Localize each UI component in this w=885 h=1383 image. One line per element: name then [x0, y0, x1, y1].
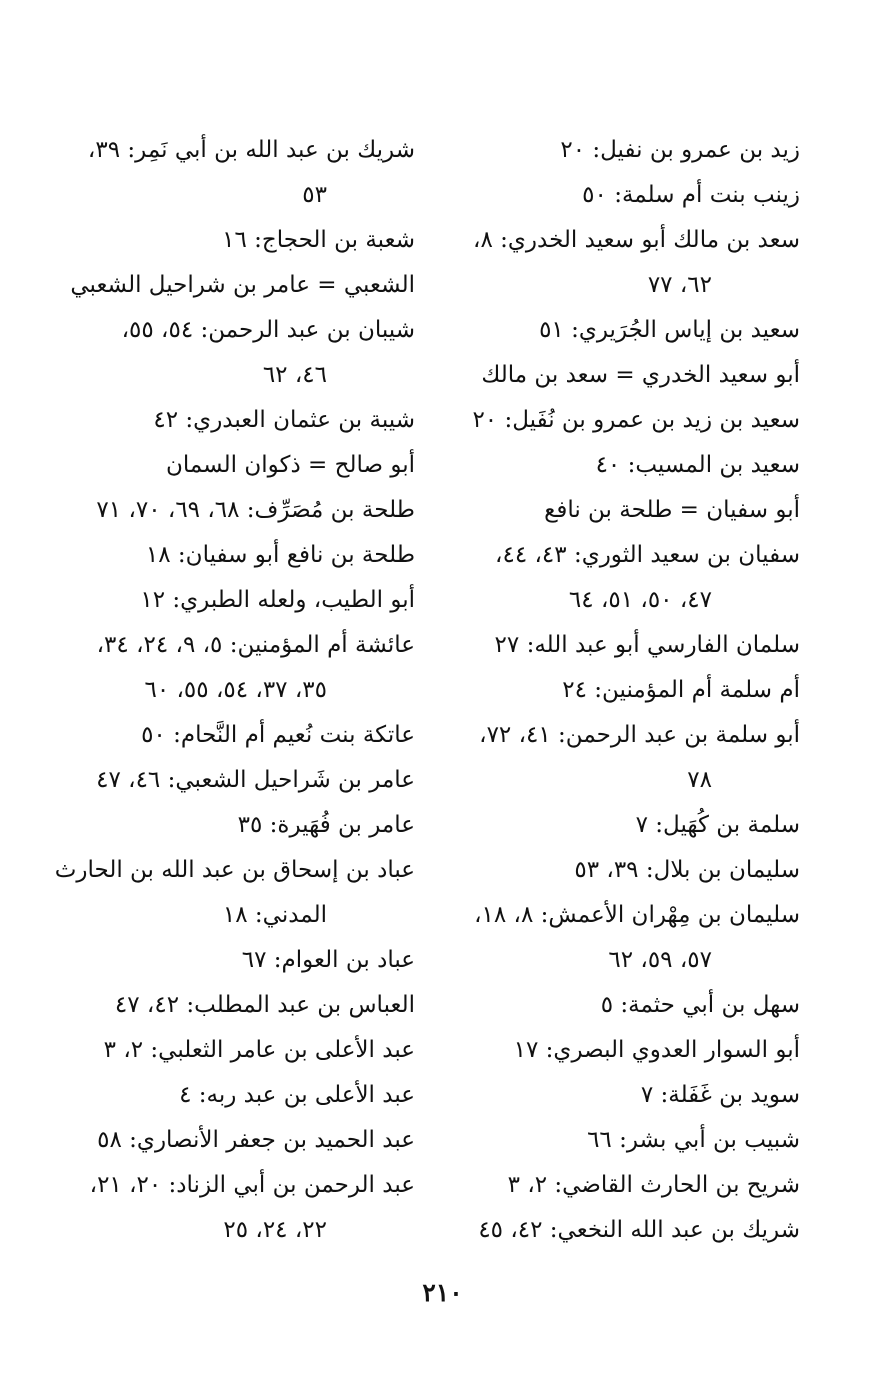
entry-line: أبو سعيد الخدري = سعد بن مالك: [481, 362, 800, 388]
index-entry: [75, 623, 415, 713]
entry-line: سليمان بن مِهْران الأعمش: ٨، ١٨،: [474, 902, 800, 928]
entry-line: سهل بن أبي حثمة: ٥: [600, 992, 800, 1018]
index-entry: [465, 1073, 800, 1118]
index-entry: [75, 938, 415, 983]
entry-line: سعيد بن المسيب: ٤٠: [595, 452, 800, 478]
entry-line: عبد الحميد بن جعفر الأنصاري: ٥٨: [97, 1127, 415, 1153]
index-entry: [75, 443, 415, 488]
entry-line: شريك بن عبد الله النخعي: ٤٢، ٤٥: [478, 1217, 800, 1243]
index-entry: [75, 308, 415, 398]
entry-continuation: ٤٦، ٦٢: [262, 362, 327, 388]
index-entry: [465, 308, 800, 353]
index-entry: [465, 1208, 800, 1253]
entry-line: عباد بن العوام: ٦٧: [241, 947, 415, 973]
entry-line: طلحة بن نافع أبو سفيان: ١٨: [145, 542, 415, 568]
index-entry: [70, 263, 415, 308]
entry-line: عبد الأعلى بن عامر الثعلبي: ٢، ٣: [103, 1037, 415, 1063]
entry-line: شبيب بن أبي بشر: ٦٦: [587, 1127, 800, 1153]
index-entry: [465, 128, 800, 173]
entry-continuation: ٤٧، ٥٠، ٥١، ٦٤: [568, 587, 712, 613]
entry-continuation: ٧٨: [687, 767, 712, 793]
entry-line: طلحة بن مُصَرِّف: ٦٨، ٦٩، ٧٠، ٧١: [96, 497, 415, 523]
entry-continuation: ٥٧، ٥٩، ٦٢: [608, 947, 712, 973]
index-entry: [465, 488, 800, 533]
entry-line: عامر بن فُهَيرة: ٣٥: [237, 812, 415, 838]
entry-line: شريح بن الحارث القاضي: ٢، ٣: [507, 1172, 800, 1198]
index-entry: [75, 488, 415, 533]
index-entry: [465, 668, 800, 713]
index-entry: [75, 398, 415, 443]
entry-line: سليمان بن بلال: ٣٩، ٥٣: [574, 857, 800, 883]
index-entry: [75, 578, 415, 623]
entry-line: أبو سفيان = طلحة بن نافع: [544, 497, 800, 523]
entry-line: أبو السوار العدوي البصري: ١٧: [513, 1037, 800, 1063]
index-column-right: [465, 128, 800, 1253]
index-entry: [75, 803, 415, 848]
index-entry: [75, 983, 415, 1028]
entry-line: عامر بن شَراحيل الشعبي: ٤٦، ٤٧: [96, 767, 415, 793]
page-number: ٢١٠: [422, 1278, 463, 1307]
entry-line: سلمان الفارسي أبو عبد الله: ٢٧: [494, 632, 800, 658]
index-entry: [75, 758, 415, 803]
entry-line: عبد الأعلى بن عبد ربه: ٤: [179, 1082, 415, 1108]
entry-line: سعيد بن إياس الجُرَيري: ٥١: [539, 317, 800, 343]
entry-line: شعبة بن الحجاج: ١٦: [222, 227, 415, 253]
entry-line: الشعبي = عامر بن شراحيل الشعبي: [70, 272, 415, 298]
index-entry: [75, 218, 415, 263]
entry-line: سلمة بن كُهَيل: ٧: [635, 812, 800, 838]
index-column-left: [54, 128, 415, 1253]
entry-line: شيبان بن عبد الرحمن: ٥٤، ٥٥،: [121, 317, 415, 343]
entry-line: سعد بن مالك أبو سعيد الخدري: ٨،: [473, 227, 800, 253]
index-entry: [465, 533, 800, 623]
index-entry: [465, 1163, 800, 1208]
entry-line: سويد بن غَفَلة: ٧: [640, 1082, 800, 1108]
index-entry: [75, 713, 415, 758]
index-entry: [465, 218, 800, 308]
index-entry: [465, 623, 800, 668]
entry-line: زيد بن عمرو بن نفيل: ٢٠: [560, 137, 800, 163]
entry-line: أم سلمة أم المؤمنين: ٢٤: [562, 677, 800, 703]
entry-line: شريك بن عبد الله بن أبي نَمِر: ٣٩،: [87, 137, 415, 163]
entry-line: أبو صالح = ذكوان السمان: [165, 452, 415, 478]
index-entry: [465, 173, 800, 218]
entry-continuation: المدني: ١٨: [222, 902, 327, 928]
index-entry: [75, 1118, 415, 1163]
entry-continuation: ٢٢، ٢٤، ٢٥: [223, 1217, 327, 1243]
index-entry: [75, 1073, 415, 1118]
index-entry: [54, 848, 415, 938]
entry-line: شيبة بن عثمان العبدري: ٤٢: [153, 407, 415, 433]
index-entry: [75, 533, 415, 578]
entry-line: أبو سلمة بن عبد الرحمن: ٤١، ٧٢،: [479, 722, 800, 748]
index-entry: [465, 983, 800, 1028]
index-entry: [465, 713, 800, 803]
entry-line: أبو الطيب، ولعله الطبري: ١٢: [140, 587, 415, 613]
entry-line: عباد بن إسحاق بن عبد الله بن الحارث: [54, 857, 415, 883]
entry-continuation: ٦٢، ٧٧: [647, 272, 712, 298]
entry-line: عبد الرحمن بن أبي الزناد: ٢٠، ٢١،: [89, 1172, 415, 1198]
entry-line: عائشة أم المؤمنين: ٥، ٩، ٢٤، ٣٤،: [96, 632, 415, 658]
entry-line: عاتكة بنت نُعيم أم النَّحام: ٥٠: [141, 722, 415, 748]
index-entry: [465, 803, 800, 848]
index-entry: [75, 128, 415, 218]
index-entry: [465, 893, 800, 983]
index-entry: [465, 1028, 800, 1073]
index-entry: [465, 353, 800, 398]
index-entry: [465, 443, 800, 488]
index-entry: [465, 848, 800, 893]
entry-line: زينب بنت أم سلمة: ٥٠: [582, 182, 800, 208]
index-entry: [75, 1028, 415, 1073]
index-entry: [75, 1163, 415, 1253]
index-entry: [465, 398, 800, 443]
entry-continuation: ٥٣: [302, 182, 327, 208]
index-entry: [465, 1118, 800, 1163]
entry-line: سفيان بن سعيد الثوري: ٤٣، ٤٤،: [495, 542, 800, 568]
entry-line: العباس بن عبد المطلب: ٤٢، ٤٧: [114, 992, 415, 1018]
entry-continuation: ٣٥، ٣٧، ٥٤، ٥٥، ٦٠: [144, 677, 327, 703]
entry-line: سعيد بن زيد بن عمرو بن نُفَيل: ٢٠: [472, 407, 800, 433]
